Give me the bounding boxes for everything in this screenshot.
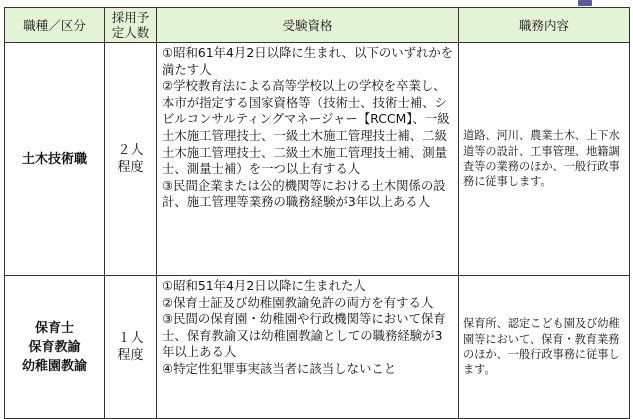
category-line: 幼稚園教諭 [21,358,87,374]
header-category: 職種／区分 [5,8,105,43]
table-row [5,276,630,419]
qualification-cell [157,43,459,276]
table-row [5,43,630,276]
qualification-item: ③民間企業または公的機関等における土木関係の設計、施工管理等業務の職務経験が3年以上ある人 [162,177,446,210]
qualification-item: ①昭和51年4月2日以降に生まれた人 [162,278,366,293]
duties-text: 保育所、認定こども園及び幼稚園等において、保育・教育業務のほか、一般行政事務に従事します。 [463,317,620,377]
count-line: ２人 [117,143,144,158]
header-row [5,8,630,43]
header-qualification: 受験資格 [157,8,459,43]
category-cell [5,43,105,276]
duties-cell [459,276,630,419]
header-duties: 職務内容 [459,8,630,43]
recruitment-table-container [4,7,629,419]
count-line: １人 [117,331,144,346]
category-line: 保育士 [34,320,74,336]
qualification-item: ③民間の保育園・幼稚園や行政機関等において保育士、保育教諭又は幼稚園教諭としての職務経験が3年以上ある人 [162,311,446,360]
recruitment-table [4,7,630,419]
duties-cell [459,43,630,276]
category-cell [5,276,105,419]
header-count [105,8,157,43]
category-line: 保育教諭 [28,339,81,355]
category-line: 土木技術職 [21,151,87,167]
count-line: 程度 [117,160,144,175]
count-cell [105,276,157,419]
header-count-label: 採用予定人数 [111,10,150,40]
duties-text: 道路、河川、農業土木、上下水道等の設計、工事管理、地籍調査等の業務のほか、一般行政事務に従事します。 [463,129,620,189]
count-cell [105,43,157,276]
qualification-item: ②保育士証及び幼稚園教諭免許の両方を有する人 [162,294,434,310]
qualification-item: ②学校教育法による高等学校以上の学校を卒業し、本市が指定する国家資格等（技術士、技術士補、シビルコンサルティングマネージャー【RCCM】、一級土木施工管理技士、一級土木施工管理技士補、二級土木施工管理技士、二級土木施工管理技士補、測量士、測量士補）を一つ以上有する人 [162,78,450,177]
qualification-item: ①昭和61年4月2日以降に生まれ、以下のいずれかを満たす人 [162,45,454,77]
qualification-item: ④特定性犯罪事実該当者に該当しないこと [162,360,397,376]
corner-mark [578,0,592,6]
qualification-cell [157,276,459,419]
count-line: 程度 [117,348,144,363]
